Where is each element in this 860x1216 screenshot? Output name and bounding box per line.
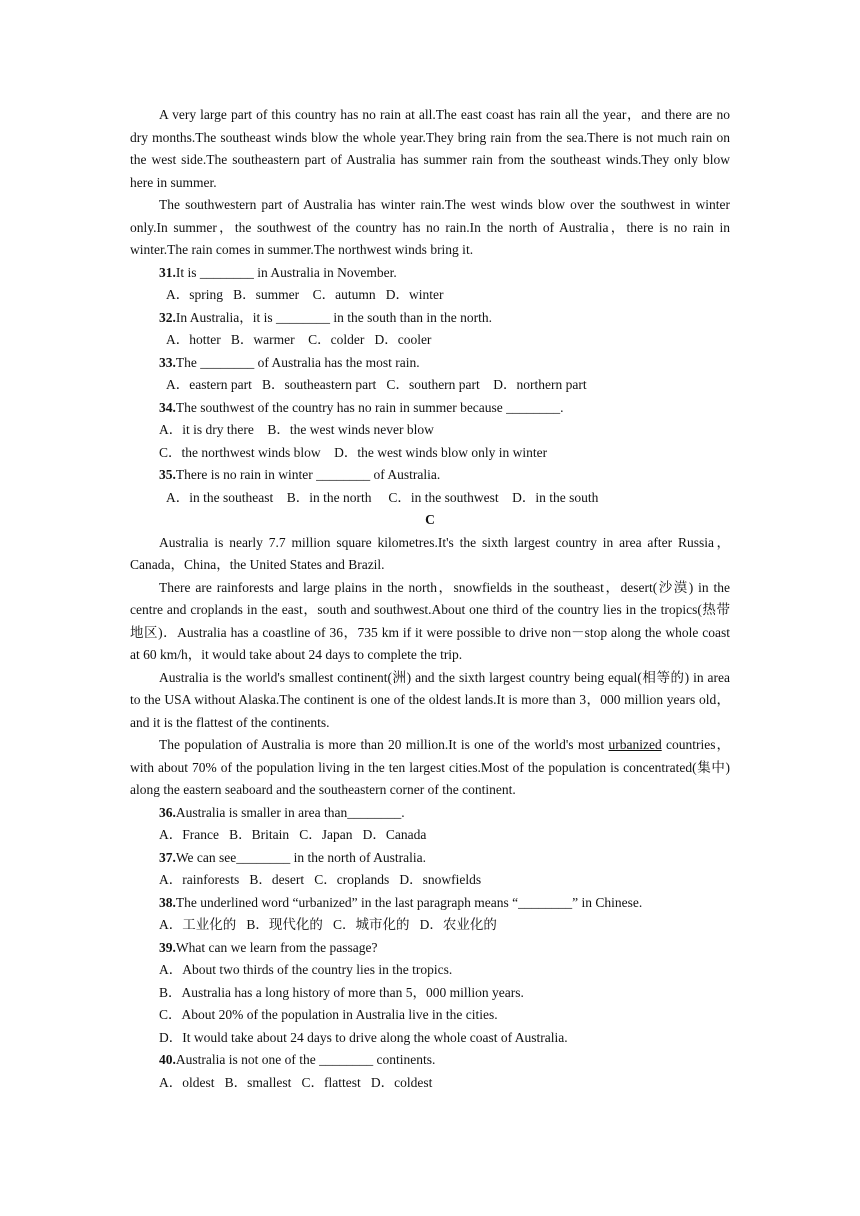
answer-options: D．It would take about 24 days to drive along the whole coast of Australia.: [159, 1029, 568, 1045]
answer-options: A．spring B．summer C．autumn D．winter: [166, 287, 444, 302]
question-text: Australia is not one of the ________ continents.: [175, 1052, 436, 1067]
paragraph: The southwestern part of Australia has winter rain.The west winds blow over the southwest in winter only.In summer，the southwest of the country has no rain.In the north of Australia，there is no rain in winter.The rain comes in summer.The northwest winds bring it.: [130, 197, 730, 257]
question-text: Australia is smaller in area than________.: [175, 804, 405, 820]
question-number: 36.: [159, 804, 176, 820]
question-number: 40.: [159, 1052, 176, 1067]
question-text: In Australia，it is ________ in the south than in the north.: [175, 309, 492, 325]
question-text: It is ________ in Australia in November.: [175, 264, 397, 280]
section-heading: C: [425, 512, 435, 527]
answer-options: B．Australia has a long history of more than 5，000 million years.: [159, 984, 524, 1000]
question-text: What can we learn from the passage?: [175, 939, 378, 955]
answer-options: C．the northwest winds blow D．the west winds blow only in winter: [159, 444, 548, 460]
answer-options: C．About 20% of the population in Australia live in the cities.: [159, 1007, 498, 1022]
paragraph: There are rainforests and large plains in the north，snowfields in the southeast，desert(沙漠) in the centre and croplands in the east，south and southwest.About one third of the country lies in the tropics(热带地区)．Australia has a coastline of 36，735 km if it were possible to drive non－stop along the whole coast at 60 km/h，it would take about 24 days to complete the trip.: [130, 579, 730, 662]
question-number: 35.: [159, 467, 176, 482]
question-stem: [130, 397, 730, 420]
answer-options: A．About two thirds of the country lies in the tropics.: [159, 962, 453, 977]
question-stem: [130, 892, 730, 915]
question-text: We can see________ in the north of Australia.: [175, 849, 426, 865]
question-stem: [130, 1049, 730, 1072]
paragraph: Australia is nearly 7.7 million square kilometres.It's the sixth largest country in area after Russia，Canada，China，the United States and Brazil.: [130, 534, 730, 572]
paragraph: A very large part of this country has no rain at all.The east coast has rain all the year，and there are no dry months.The southeast winds blow the whole year.They bring rain from the sea.There is not much rain on the west side.The southeastern part of Australia has summer rain from the southeast winds.They only blow here in summer.: [130, 107, 730, 190]
paragraph: [130, 734, 730, 802]
answer-options: A．oldest B．smallest C．flattest D．coldest: [159, 1074, 433, 1090]
question-number: 39.: [159, 939, 176, 955]
answer-options: A．it is dry there B．the west winds never blow: [159, 422, 434, 437]
question-group-c: [130, 802, 730, 1095]
question-stem: [130, 307, 730, 330]
answer-options: A．France B．Britain C．Japan D．Canada: [159, 827, 427, 842]
paragraph: Australia is the world's smallest continent(洲) and the sixth largest country being equal(相等的) in area to the USA without Alaska.The continent is one of the oldest lands.It is more than 3，000 million years old，and it is the flattest of the continents.: [130, 669, 730, 730]
underlined-word: urbanized: [608, 737, 662, 752]
answer-options: A．工业化的 B．现代化的 C．城市化的 D．农业化的: [159, 917, 497, 932]
answer-options: A．hotter B．warmer C．colder D．cooler: [166, 332, 432, 347]
question-number: 32.: [159, 309, 176, 325]
question-text: The underlined word “urbanized” in the last paragraph means “________” in Chinese.: [175, 894, 643, 910]
question-number: 34.: [159, 399, 176, 415]
question-text: There is no rain in winter ________ of Australia.: [175, 467, 441, 482]
question-stem: [130, 937, 730, 960]
question-stem: [130, 464, 730, 487]
answer-options: A．in the southeast B．in the north C．in the southwest D．in the south: [166, 489, 599, 505]
question-number: 31.: [159, 264, 176, 280]
question-number: 38.: [159, 894, 176, 910]
answer-options: A．rainforests B．desert C．croplands D．snowfields: [159, 872, 482, 887]
question-stem: [130, 802, 730, 825]
answer-options: A．eastern part B．southeastern part C．southern part D．northern part: [166, 377, 587, 392]
text-column: [130, 104, 730, 1094]
question-number: 33.: [159, 354, 176, 370]
question-text: The ________ of Australia has the most rain.: [175, 354, 420, 370]
question-stem: [130, 352, 730, 375]
question-stem: [130, 262, 730, 285]
question-stem: [130, 847, 730, 870]
question-text: The southwest of the country has no rain in summer because ________.: [175, 399, 564, 415]
question-number: 37.: [159, 849, 176, 865]
text-span: The population of Australia is more than 20 million.It is one of the world's most: [159, 737, 609, 752]
question-group-b: [130, 262, 730, 510]
text-span: countries，with about 70% of the population living in the ten largest cities.Most of the population is concentrated(集中) along the eastern seaboard and the southeastern corner of the continent.: [130, 737, 730, 797]
